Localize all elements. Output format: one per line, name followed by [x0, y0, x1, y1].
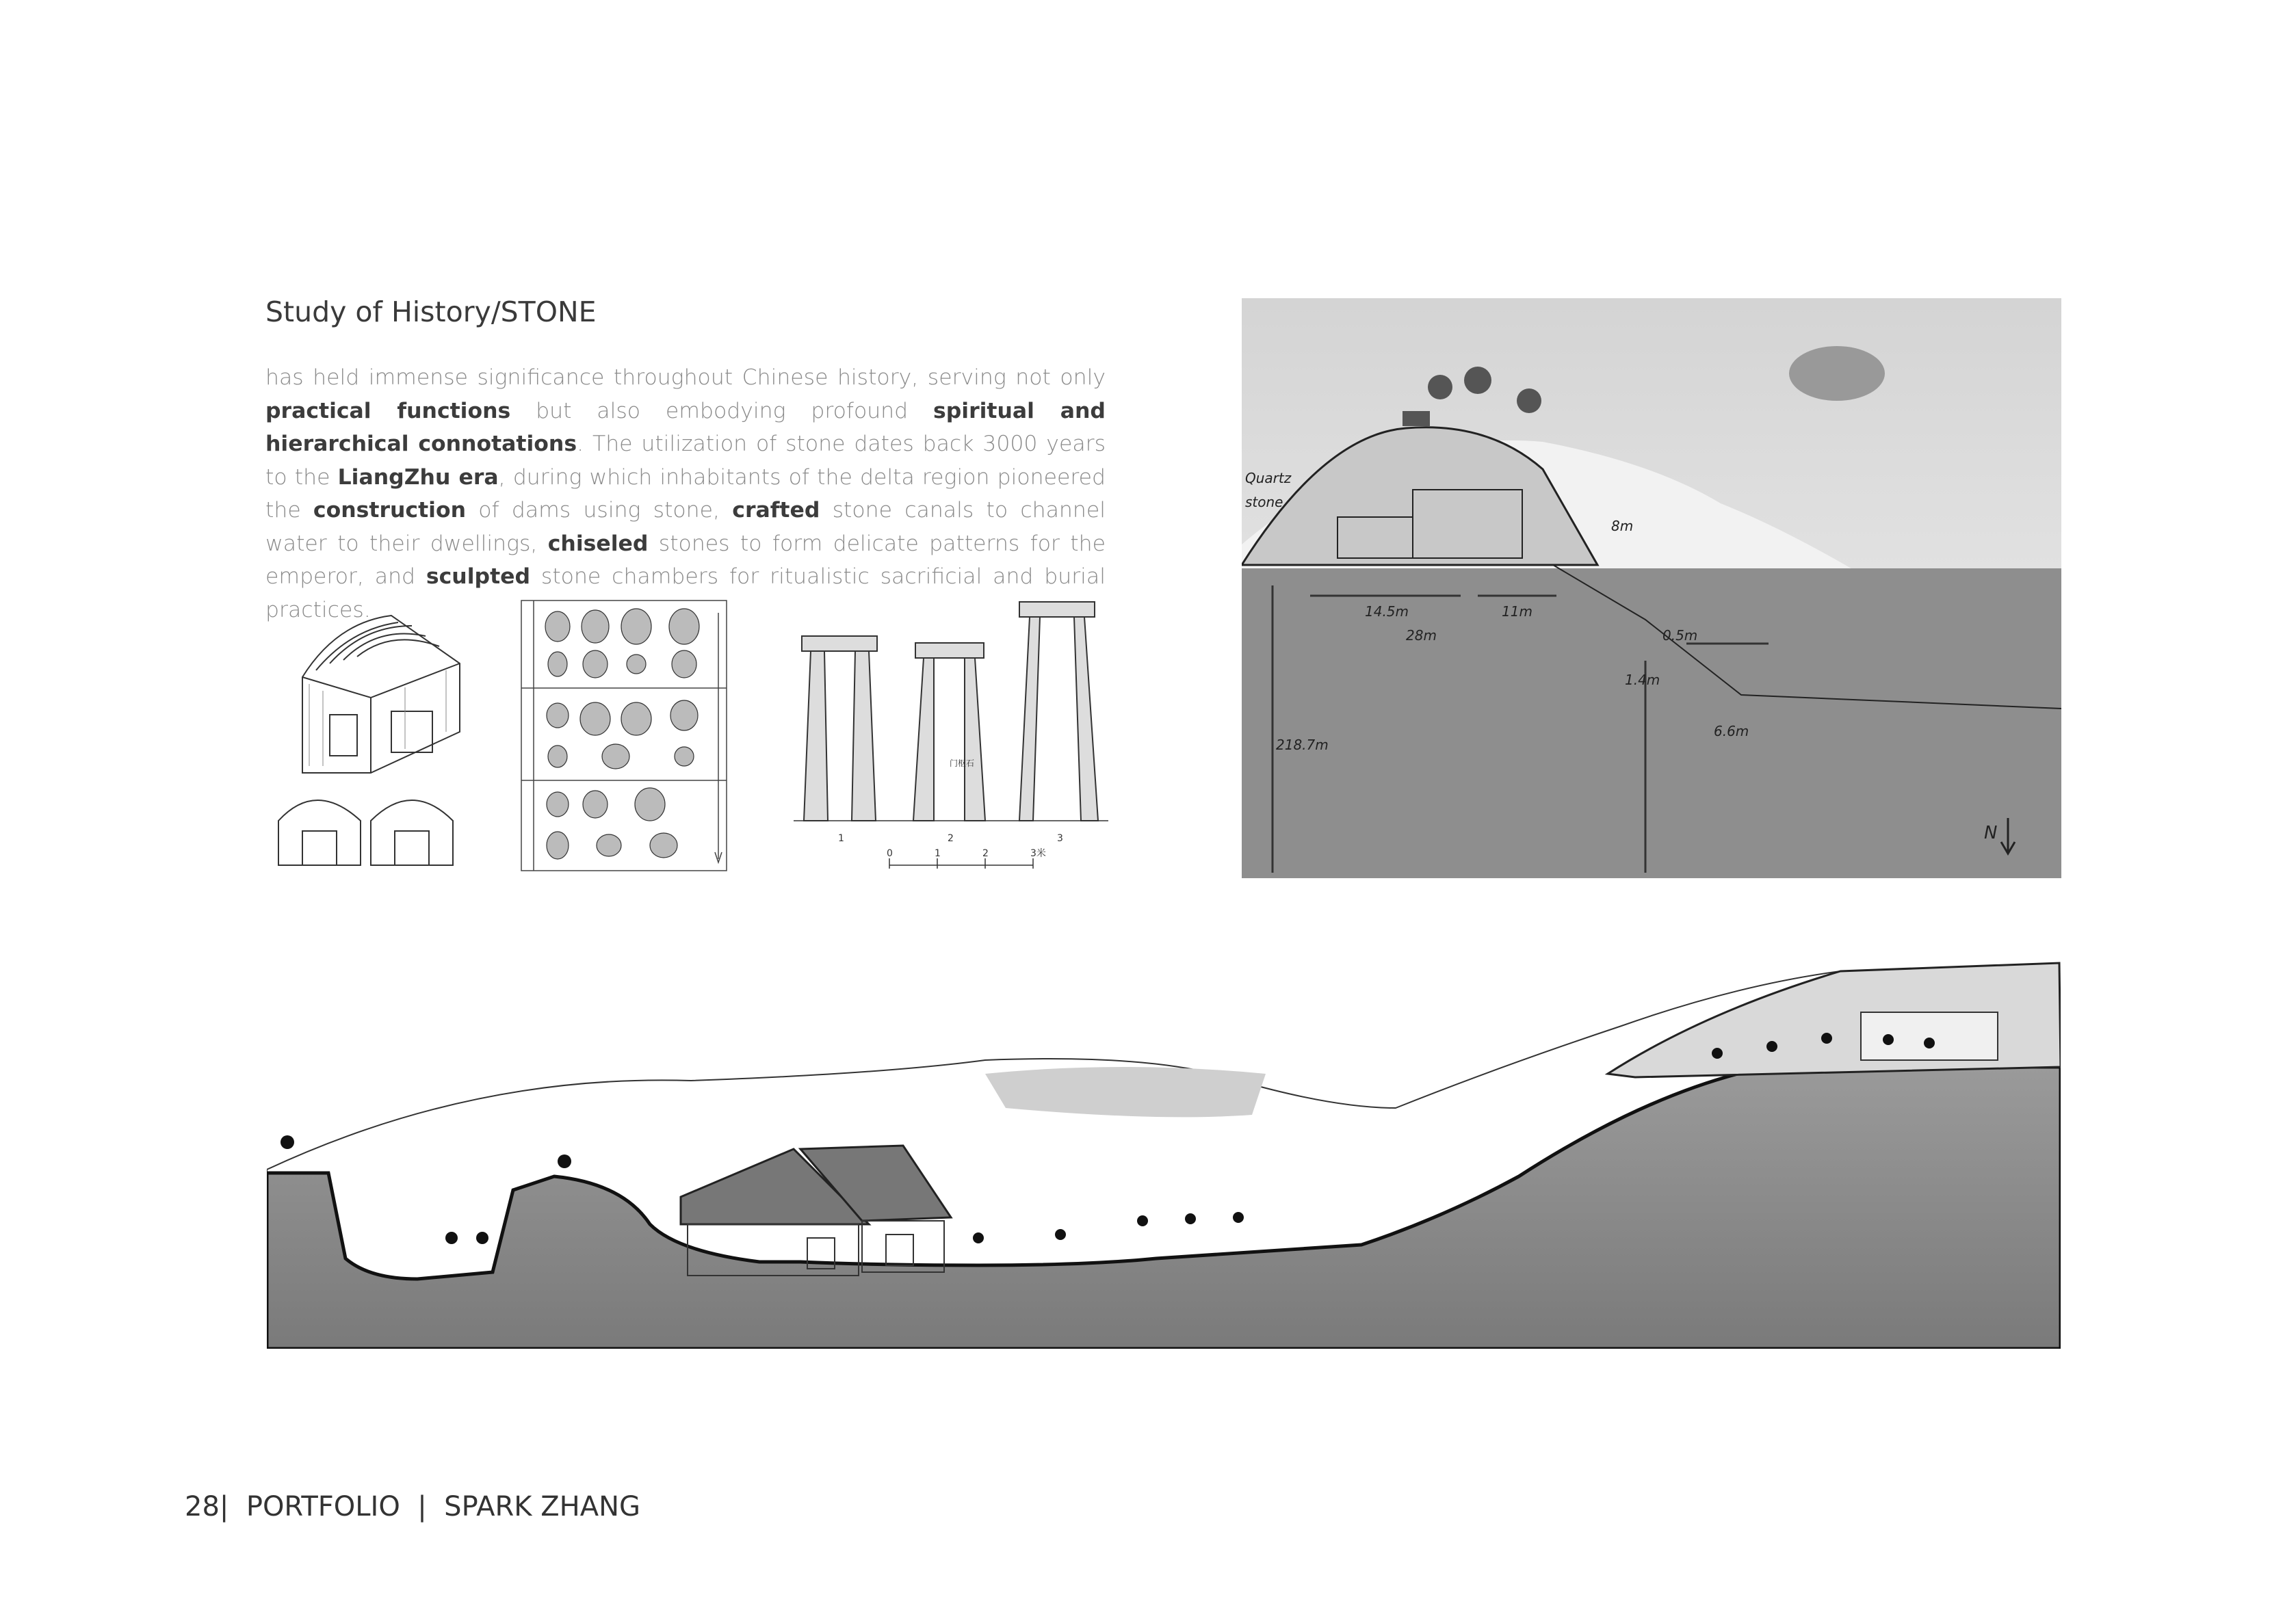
footer-portfolio: PORTFOLIO [246, 1491, 400, 1522]
gate-number: 3 [1057, 833, 1063, 844]
stone-gate-sections [794, 595, 1115, 882]
hill-label: 0.5m [1662, 627, 1698, 644]
section-title: Study of History/STONE [265, 295, 597, 328]
scale-label: 2 [982, 848, 989, 859]
text-run: stone canals to channel water to their dwellings, [265, 498, 1106, 556]
pottery-typology-table [520, 599, 746, 873]
text-run: of dams using stone, [466, 498, 733, 523]
page-footer [185, 1491, 640, 1522]
hill-label: 6.6m [1714, 723, 1749, 739]
hill-label: 1.4m [1625, 672, 1660, 688]
scale-label: 3米 [1030, 848, 1046, 859]
text-run: , during which inhabitants of the delta region pioneered the [265, 464, 1106, 523]
hill-label: 218.7m [1276, 737, 1329, 753]
hill-label: 11m [1502, 603, 1532, 620]
bold-run: construction [313, 498, 467, 523]
hill-cross-section-sketch [1242, 298, 2061, 878]
hill-label: 14.5m [1365, 603, 1409, 620]
hill-label: 8m [1611, 518, 1634, 534]
scale-label: 0 [887, 848, 893, 859]
bold-run: sculpted [426, 564, 531, 589]
north-label: N [1984, 823, 1998, 843]
footer-separator: | [417, 1491, 427, 1522]
bold-run: spiritual and hierarchical connotations [265, 398, 1106, 456]
text-run: has held immense significance throughout Chinese history, serving not only [265, 365, 1106, 390]
gate-stone-label: 门枢石 [950, 758, 975, 768]
gate-number: 2 [948, 833, 954, 844]
text-run: stone chambers for ritualistic sacrificial and burial practices. [265, 564, 1106, 622]
footer-author: SPARK ZHANG [444, 1491, 640, 1522]
footer-separator: | [219, 1491, 229, 1522]
vault-chamber-drawing [268, 595, 467, 869]
bold-run: chiseled [547, 531, 649, 556]
hill-label: stone [1245, 494, 1283, 510]
gate-number: 1 [838, 833, 844, 844]
text-run: stones to form delicate patterns for the emperor, and [265, 531, 1106, 589]
page-number: 28 [185, 1491, 220, 1522]
hill-label: Quartz [1245, 470, 1292, 486]
text-run: but also embodying profound [510, 398, 933, 423]
body-paragraph [265, 361, 1106, 626]
hill-label: 28m [1406, 627, 1437, 644]
bold-run: crafted [732, 498, 820, 523]
landscape-section-drawing [267, 958, 2061, 1349]
bold-run: LiangZhu era [337, 464, 499, 490]
bold-run: practical functions [265, 398, 511, 423]
text-run: . The utilization of stone dates back 3000 years to the [265, 432, 1106, 490]
scale-label: 1 [935, 848, 941, 859]
